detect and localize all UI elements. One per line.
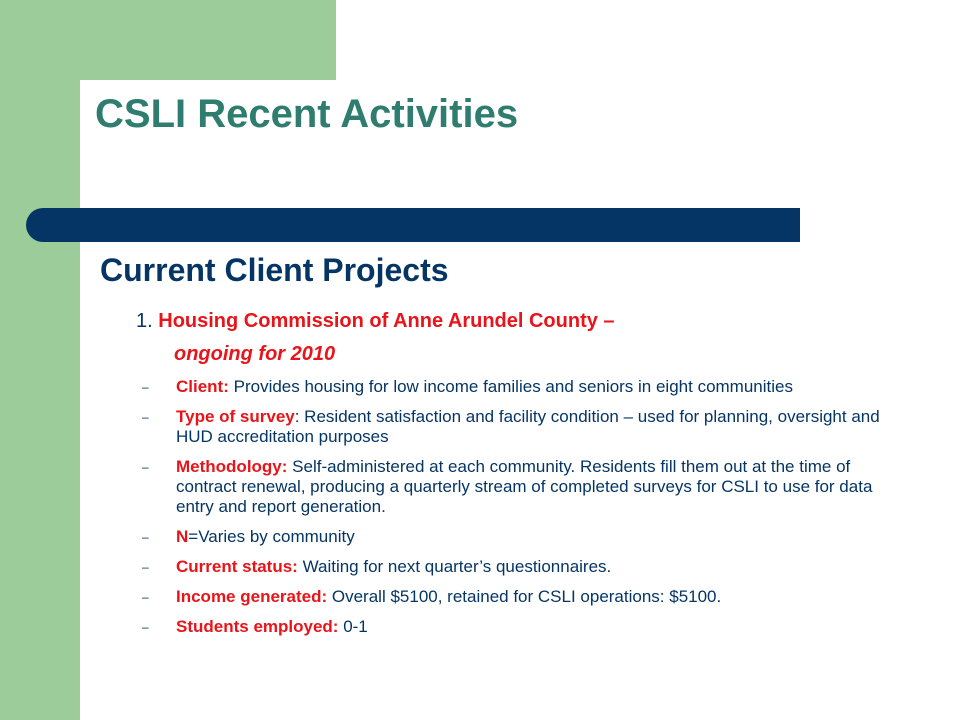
slide-title: CSLI Recent Activities bbox=[95, 92, 519, 136]
list-item bbox=[132, 587, 892, 607]
bullet-dash: – bbox=[142, 460, 149, 474]
bullet-label: Current status: bbox=[176, 557, 298, 576]
project-status-line: ongoing for 2010 bbox=[174, 343, 336, 365]
bullet-text: Provides housing for low income families and seniors in eight communities bbox=[228, 377, 793, 396]
bullet-dash: – bbox=[142, 590, 149, 604]
list-item bbox=[132, 377, 892, 397]
bullet-dash: – bbox=[142, 620, 149, 634]
project-number: 1. bbox=[136, 310, 153, 332]
bullet-label: N bbox=[176, 527, 189, 546]
title-divider-bar bbox=[26, 208, 800, 242]
bullet-text: 0-1 bbox=[338, 617, 368, 636]
list-item bbox=[132, 407, 892, 447]
bullet-dash: – bbox=[142, 560, 149, 574]
project-name: Housing Commission of Anne Arundel County – bbox=[158, 310, 615, 332]
list-item bbox=[132, 617, 892, 637]
bullet-text: Self-administered at each community. Residents fill them out at the time of contract renewal, producing a quarterly stream of completed surveys for CSLI to use for data entry and report generation. bbox=[176, 457, 873, 516]
list-item bbox=[132, 557, 892, 577]
bullet-label: Students employed: bbox=[176, 617, 339, 636]
green-side-bar bbox=[0, 0, 80, 720]
bullet-dash: – bbox=[142, 380, 149, 394]
bullet-label: Income generated: bbox=[176, 587, 328, 606]
project-details-list bbox=[132, 377, 892, 647]
bullet-label: Type of survey bbox=[176, 407, 295, 426]
bullet-text: Waiting for next quarter’s questionnaires. bbox=[297, 557, 612, 576]
bullet-dash: – bbox=[142, 530, 149, 544]
bullet-label: Methodology: bbox=[176, 457, 288, 476]
bullet-text: : Resident satisfaction and facility condition – used for planning, oversight and HUD accreditation purposes bbox=[176, 407, 880, 446]
bullet-text: =Varies by community bbox=[188, 527, 355, 546]
bullet-label: Client: bbox=[176, 377, 229, 396]
bullet-dash: – bbox=[142, 410, 149, 424]
list-item bbox=[132, 457, 892, 517]
project-heading bbox=[136, 307, 896, 335]
section-heading: Current Client Projects bbox=[100, 252, 449, 288]
bullet-text: Overall $5100, retained for CSLI operations: $5100. bbox=[327, 587, 722, 606]
list-item bbox=[132, 527, 892, 547]
